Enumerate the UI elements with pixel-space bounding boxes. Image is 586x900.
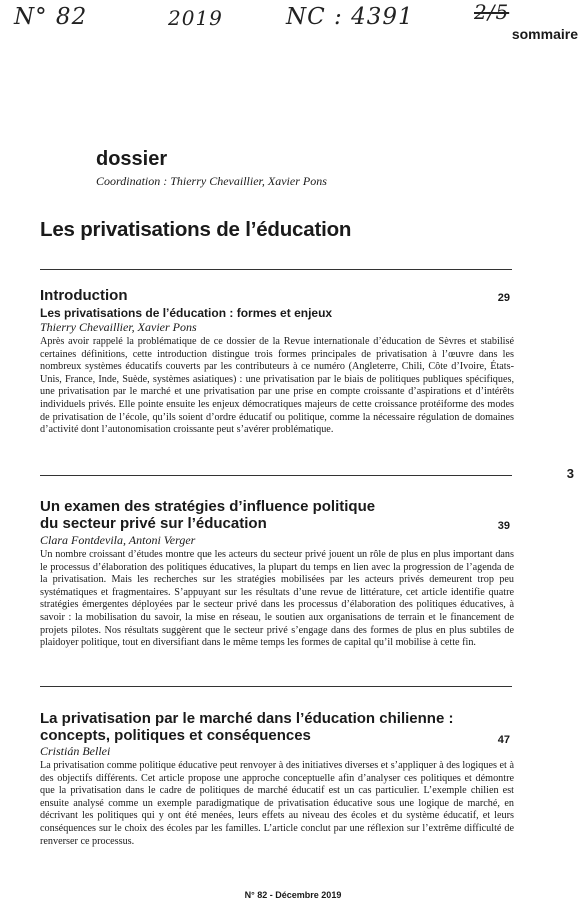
divider (40, 686, 512, 687)
article-page-number: 47 (497, 734, 510, 746)
article-abstract: Après avoir rappelé la problématique de ce dossier de la Revue internationale d’éducation de Sèvres et stabilisé certaines définitions, cette introduction distingue trois formes principales de privatisation à l’œuvre dans les nombreux systèmes éducatifs couverts par les contributeurs à ce numéro (Angleterre, Chili, Côte d’Ivoire, États-Unis, France, Inde, Suède, systèmes asiatiques) : une privatisation par le biais de politiques publiques spécifiques, une privatisation par le marché et une privatisation par une prise en compte croissante d’aspirations et d’intérêts individuels privés. Elle pointe ensuite les enjeux démocratiques majeurs de cette croissance protéiforme des modes de privatisation de l’école, qu’ils soient d’ordre éducatif ou politique, comme la nécessaire régulation de domaines d’activité dont l’autonomisation croissante peut s’avérer problématique. (40, 336, 514, 436)
divider (40, 269, 512, 270)
handwritten-issue-number: N° 82 (14, 4, 88, 30)
page-footer: N° 82 - Décembre 2019 (244, 890, 342, 900)
article-title (40, 710, 453, 744)
section-label: sommaire (511, 26, 578, 42)
article-title-line: La privatisation par le marché dans l’éducation chilienne : (40, 710, 454, 727)
article-authors: Thierry Chevaillier, Xavier Pons (40, 320, 197, 334)
article-authors: Cristián Bellei (40, 744, 111, 758)
article-title: Introduction (40, 287, 128, 304)
article-authors: Clara Fontdevila, Antoni Verger (40, 533, 196, 547)
article-title-line: du secteur privé sur l’éducation (40, 515, 267, 532)
coordination-line: Coordination : Thierry Chevaillier, Xavier Pons (96, 174, 327, 188)
article-abstract: Un nombre croissant d’études montre que les acteurs du secteur privé jouent un rôle de plus en plus important dans le processus d’élaboration des politiques éducatives, la plupart du temps en lien avec la progression de l’agenda de la privatisation. Mais les recherches sur les stratégies mobilisées par les acteurs privés demeurent trop peu systématiques et fragmentaires. S’appuyant sur les résultats d’une revue de littérature, cet article identifie quatre stratégies émergentes déployées par le secteur privé dans les processus d’élaboration des politiques éducatives, à savoir : la mobilisation du savoir, la mise en réseau, le soutien aux organisations de terrain et le financement de projets pilotes. Nos résultats suggèrent que le secteur privé s’engage dans des formes de plus en plus subtiles de plaidoyer politique, tout en diversifiant dans le même temps les formes de capital qu’il mobilise à cette fin. (40, 549, 514, 649)
article-page-number: 29 (497, 292, 510, 304)
divider (40, 475, 512, 476)
handwritten-nc-number: NC : 4391 (286, 4, 414, 30)
page-title: Les privatisations de l’éducation (40, 218, 352, 241)
article-subtitle: Les privatisations de l’éducation : formes et enjeux (40, 306, 333, 320)
handwritten-page-count: 2/5 (474, 0, 510, 24)
article-page-number: 39 (497, 520, 510, 532)
article-title-line: Un examen des stratégies d’influence politique (40, 498, 376, 515)
article-title-line: concepts, politiques et conséquences (40, 727, 311, 744)
dossier-label: dossier (96, 148, 168, 170)
article-abstract: La privatisation comme politique éducative peut renvoyer à des initiatives diverses et s’appliquer à des logiques et à des objectifs différents. Cet article propose une approche conceptuelle afin d’analyser ces politiques et démontre que la privatisation dans le cadre de politiques de marché éducatif est un cas particulier. L’exemple chilien est ensuite analysé comme un exemple paradigmatique de privatisation éducative sous une logique de marché, en décrivant les politiques qui y ont été menées, leurs effets au niveau des écoles et du système éducatif, et leurs conséquences sur le choix des écoles par les familles. L’article conclut par une réflexion sur l’extrême difficulté de renverser ce processus. (40, 760, 514, 847)
folio-number: 3 (566, 466, 574, 481)
handwritten-year: 2019 (168, 6, 223, 30)
article-title (40, 498, 375, 532)
